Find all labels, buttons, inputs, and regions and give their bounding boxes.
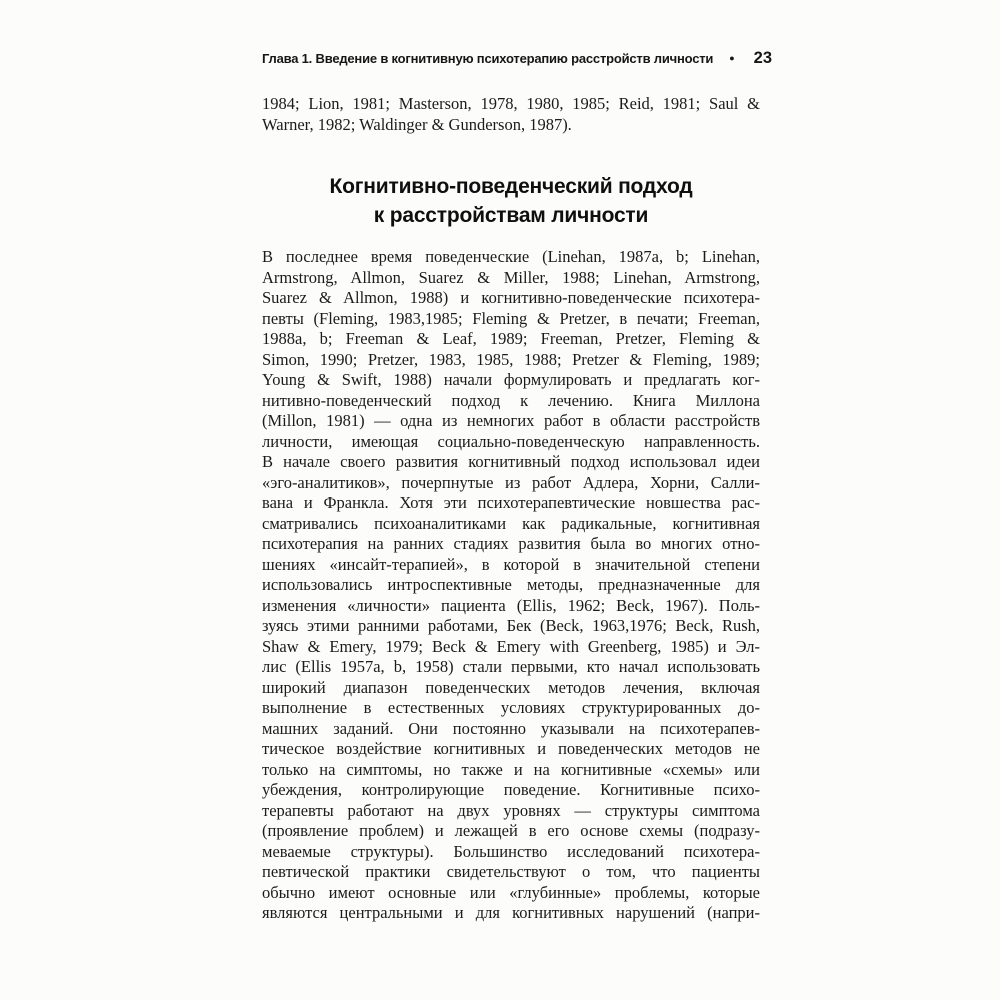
section-heading-line1: Когнитивно-поведенческий подход bbox=[329, 175, 693, 198]
text-line: Shaw & Emery, 1979; Beck & Emery with Greenberg, 1985) и Эл- bbox=[262, 636, 760, 656]
body-paragraph bbox=[262, 247, 760, 924]
text-line: тическое воздействие когнитивных и поведенческих методов не bbox=[262, 739, 760, 758]
section-heading bbox=[262, 172, 760, 230]
text-line: изменения «личности» пациента (Ellis, 1962; Beck, 1967). Поль- bbox=[262, 595, 760, 615]
text-line: Warner, 1982; Waldinger & Gunderson, 1987). bbox=[262, 115, 572, 134]
intro-paragraph bbox=[262, 93, 760, 135]
text-line: только на симптомы, но также и на когнитивные «схемы» или bbox=[262, 759, 760, 779]
text-line: Simon, 1990; Pretzer, 1983, 1985, 1988; Pretzer & Fleming, 1989; bbox=[262, 349, 760, 369]
text-line: личности, имеющая социально-поведенческую направленность. bbox=[262, 431, 760, 451]
text-line: шениях «инсайт-терапией», в которой в значительной степени bbox=[262, 554, 760, 574]
bullet-separator-icon: ● bbox=[729, 52, 735, 63]
text-line: терапевты работают на двух уровнях — структуры симптома bbox=[262, 800, 760, 820]
text-line: зуясь этими ранними работами, Бек (Beck, 1963,1976; Beck, Rush, bbox=[262, 616, 760, 635]
text-line: В последнее время поведенческие (Linehan, 1987a, b; Linehan, bbox=[262, 247, 760, 266]
text-line: широкий диапазон поведенческих методов лечения, включая bbox=[262, 677, 760, 697]
text-line: вана и Франкла. Хотя эти психотерапевтические новшества рас- bbox=[262, 493, 760, 512]
text-line: сматривались психоаналитиками как радикальные, когнитивная bbox=[262, 513, 760, 533]
text-line: психотерапия на ранних стадиях развития была во многих отно- bbox=[262, 534, 760, 553]
text-line: певтической практики свидетельствуют о том, что пациенты bbox=[262, 862, 760, 881]
section-heading-line2: к расстройствам личности bbox=[373, 204, 649, 227]
text-line: В начале своего развития когнитивный подход использовал идеи bbox=[262, 452, 760, 471]
text-line: 1984; Lion, 1981; Masterson, 1978, 1980, 1985; Reid, 1981; Saul & bbox=[262, 94, 760, 113]
text-line: певты (Fleming, 1983,1985; Fleming & Pretzer, в печати; Freeman, bbox=[262, 308, 760, 328]
text-line: нитивно-поведенческий подход к лечению. Книга Миллона bbox=[262, 390, 760, 410]
text-line: Young & Swift, 1988) начали формулировать и предлагать ког- bbox=[262, 370, 760, 389]
text-line: использовались интроспективные методы, предназначенные для bbox=[262, 575, 760, 594]
text-line: машних заданий. Они постоянно указывали на психотерапев- bbox=[262, 718, 760, 738]
chapter-title: Глава 1. Введение в когнитивную психотерапию расстройств личности bbox=[261, 50, 714, 66]
text-line: Armstrong, Allmon, Suarez & Miller, 1988; Linehan, Armstrong, bbox=[262, 267, 760, 287]
text-line: (Millon, 1981) — одна из немногих работ в области расстройств bbox=[262, 411, 760, 430]
text-line: «эго-аналитиков», почерпнутые из работ Адлера, Хорни, Салли- bbox=[262, 472, 760, 492]
text-line: меваемые структуры). Большинство исследований психотера- bbox=[262, 841, 760, 861]
running-header bbox=[262, 48, 772, 68]
page-number: 23 bbox=[753, 48, 772, 67]
text-line: лис (Ellis 1957a, b, 1958) стали первыми, кто начал использовать bbox=[262, 657, 760, 676]
text-line: являются центральными и для когнитивных нарушений (напри- bbox=[262, 903, 760, 922]
text-line: убеждения, контролирующие поведение. Когнитивные психо- bbox=[262, 780, 760, 799]
text-line: Suarez & Allmon, 1988) и когнитивно-поведенческие психотера- bbox=[262, 288, 760, 307]
text-line: обычно имеют основные или «глубинные» проблемы, которые bbox=[262, 882, 760, 902]
text-line: выполнение в естественных условиях структурированных до- bbox=[262, 698, 760, 717]
text-line: 1988a, b; Freeman & Leaf, 1989; Freeman, Pretzer, Fleming & bbox=[262, 329, 760, 348]
text-line: (проявление проблем) и лежащей в его основе схемы (подразу- bbox=[262, 821, 760, 840]
